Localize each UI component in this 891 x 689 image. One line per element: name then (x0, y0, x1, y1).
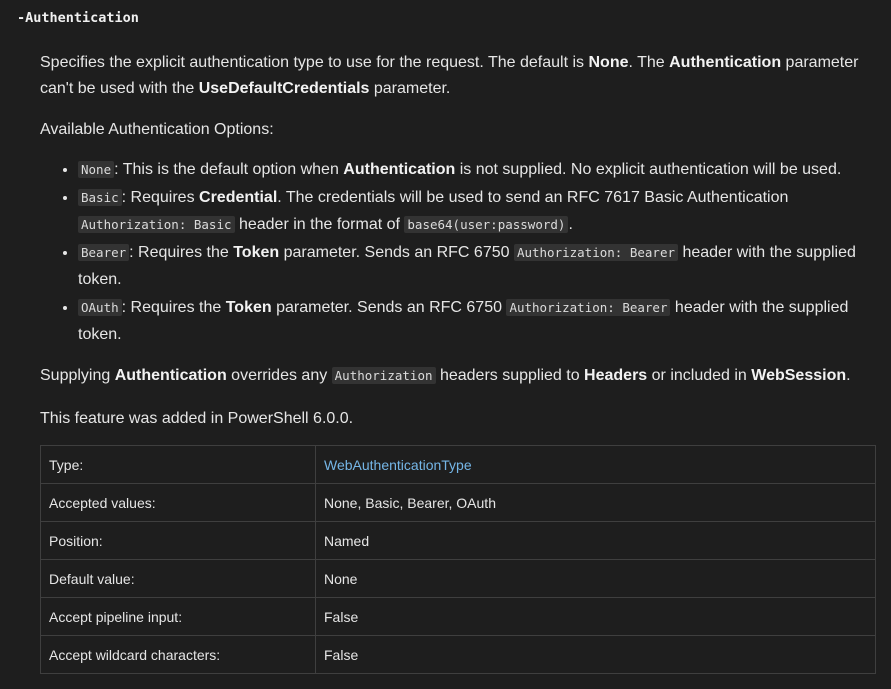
list-item-none (78, 156, 876, 183)
table-row (41, 484, 876, 522)
option-text: : Requires the (121, 299, 226, 316)
option-text: header with the supplied token. (78, 299, 849, 343)
row-value: None (316, 560, 876, 598)
option-text: . The credentials will be used to send an RFC 7617 Basic Authentication (277, 189, 789, 206)
description-text: parameter can't be used with the (40, 54, 859, 97)
table-row (41, 636, 876, 674)
parameter-properties-table (40, 445, 876, 674)
available-options-label: Available Authentication Options: (40, 121, 274, 138)
option-text: : Requires the (129, 244, 234, 261)
option-code: OAuth (78, 299, 122, 316)
row-label: Accept pipeline input: (41, 598, 316, 636)
parameter-heading: -Authentication (17, 10, 139, 26)
parameter-description (40, 50, 876, 102)
description-param-name: Authentication (669, 54, 782, 71)
option-code: None (78, 161, 114, 178)
supplying-code: Authorization (332, 367, 436, 384)
option-bold: Token (225, 299, 272, 316)
row-label: Position: (41, 522, 316, 560)
table-row (41, 598, 876, 636)
description-text: Specifies the explicit authentication type to use for the request. The default is (40, 54, 589, 71)
options-list (40, 156, 876, 348)
supplying-text: overrides any (226, 367, 332, 384)
row-label: Accept wildcard characters: (41, 636, 316, 674)
supplying-text: or included in (647, 367, 752, 384)
option-bold: Credential (199, 189, 278, 206)
row-value: False (316, 598, 876, 636)
supplying-text: . (846, 367, 851, 384)
option-text: : Requires (121, 189, 200, 206)
option-code: Authorization: Bearer (506, 299, 670, 316)
table-row (41, 446, 876, 484)
list-item-oauth (78, 294, 876, 348)
option-code: base64(user:password) (404, 216, 568, 233)
description-text: parameter. (369, 80, 451, 97)
option-bold: Token (233, 244, 280, 261)
description-default-value: None (588, 54, 629, 71)
table-row (41, 560, 876, 598)
list-item-bearer (78, 239, 876, 293)
table-row (41, 522, 876, 560)
option-text: parameter. Sends an RFC 6750 (279, 244, 514, 261)
supplying-bold: WebSession (751, 367, 847, 384)
supplying-bold: Authentication (114, 367, 227, 384)
parameter-content (40, 50, 876, 674)
option-text: : This is the default option when (114, 161, 344, 178)
option-code: Authorization: Bearer (514, 244, 678, 261)
option-text: header with the supplied token. (78, 244, 856, 288)
option-text: parameter. Sends an RFC 6750 (271, 299, 507, 316)
supplying-text: headers supplied to (435, 367, 585, 384)
version-note: This feature was added in PowerShell 6.0.0. (40, 410, 354, 427)
row-value: False (316, 636, 876, 674)
option-code: Basic (78, 189, 122, 206)
row-label: Accepted values: (41, 484, 316, 522)
description-text: . The (628, 54, 670, 71)
row-value (316, 446, 876, 484)
option-text: is not supplied. No explicit authentication will be used. (455, 161, 842, 178)
description-conflicting-param: UseDefaultCredentials (198, 80, 370, 97)
option-code: Authorization: Basic (78, 216, 235, 233)
row-label: Type: (41, 446, 316, 484)
option-text: . (568, 216, 573, 233)
supplying-note (40, 363, 876, 389)
row-value: None, Basic, Bearer, OAuth (316, 484, 876, 522)
row-label: Default value: (41, 560, 316, 598)
option-code: Bearer (78, 244, 129, 261)
supplying-text: Supplying (40, 367, 115, 384)
list-item-basic (78, 184, 876, 238)
option-text: header in the format of (234, 216, 405, 233)
supplying-bold: Headers (584, 367, 648, 384)
row-value: Named (316, 522, 876, 560)
option-bold: Authentication (343, 161, 456, 178)
type-link[interactable]: WebAuthenticationType (324, 456, 472, 473)
